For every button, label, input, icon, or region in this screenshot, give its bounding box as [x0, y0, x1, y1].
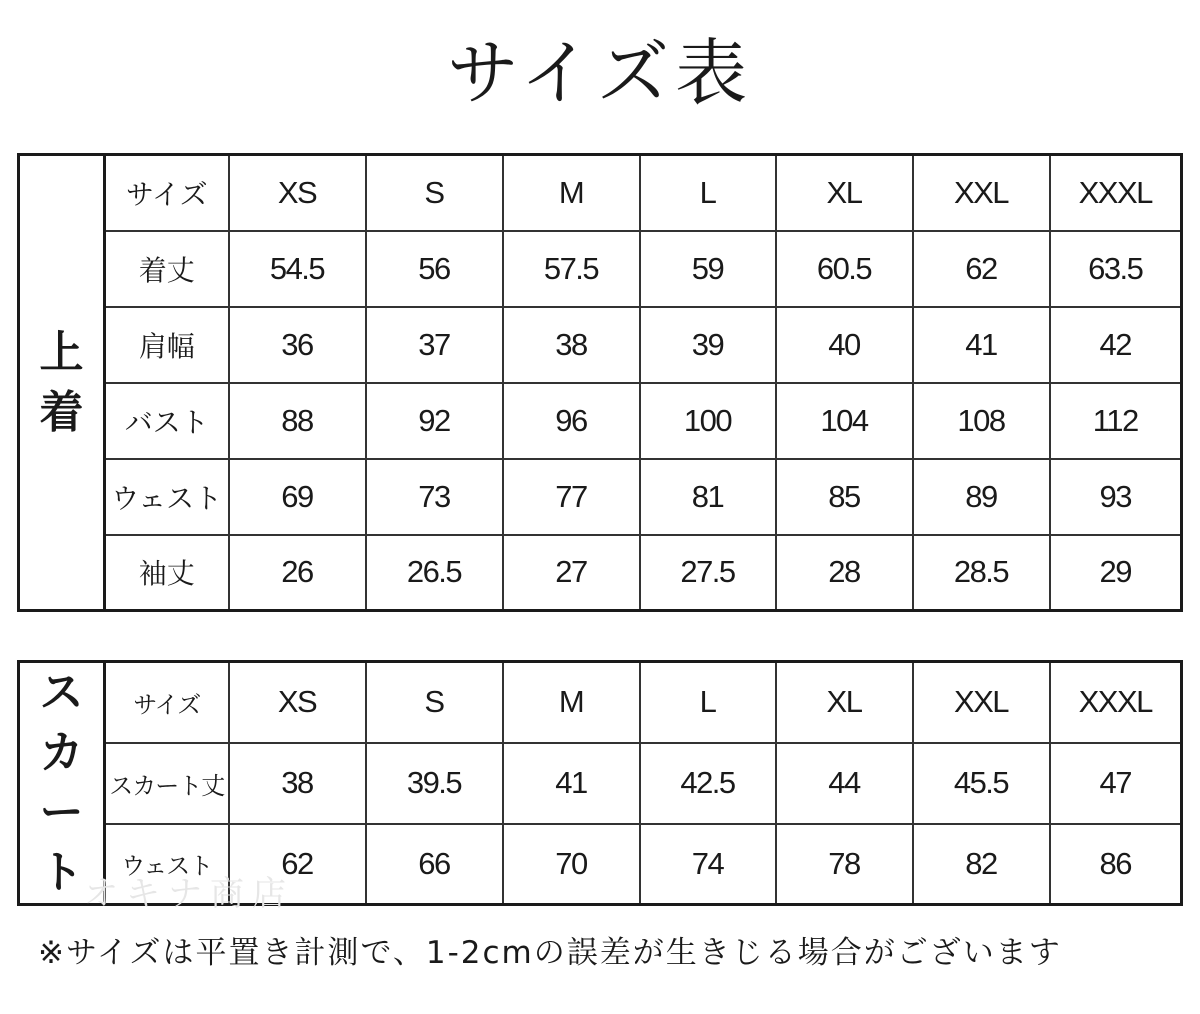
row-label: ウェスト [105, 459, 229, 535]
table-cell: 37 [366, 307, 503, 383]
shop-watermark: オキナ商店 [84, 874, 294, 914]
table-header-row [19, 662, 1182, 743]
table-cell: 93 [1050, 459, 1182, 535]
size-header: M [503, 662, 640, 743]
table-row [19, 459, 1182, 535]
row-label: スカート丈 [105, 743, 229, 824]
table-cell: 57.5 [503, 231, 640, 307]
table-cell: 54.5 [229, 231, 366, 307]
table-cell: 96 [503, 383, 640, 459]
size-header: XL [776, 662, 913, 743]
table-cell: 41 [503, 743, 640, 824]
size-header: L [640, 662, 776, 743]
size-header: S [366, 662, 503, 743]
size-header: XXL [913, 155, 1050, 231]
table-cell: 59 [640, 231, 776, 307]
size-header: XXXL [1050, 662, 1182, 743]
row-label: 肩幅 [105, 307, 229, 383]
table-cell: 69 [229, 459, 366, 535]
table-cell: 88 [229, 383, 366, 459]
table-cell: 86 [1050, 824, 1182, 905]
table-cell: 26 [229, 535, 366, 611]
table-cell: 81 [640, 459, 776, 535]
header-label: サイズ [105, 155, 229, 231]
table-cell: 78 [776, 824, 913, 905]
section-label-skirt: スカート [19, 662, 105, 905]
table-row [19, 535, 1182, 611]
table-cell: 26.5 [366, 535, 503, 611]
table-cell: 45.5 [913, 743, 1050, 824]
size-header: XL [776, 155, 913, 231]
table-cell: 112 [1050, 383, 1182, 459]
table-cell: 38 [229, 743, 366, 824]
section-label-tops: 上着 [19, 155, 105, 611]
table-cell: 29 [1050, 535, 1182, 611]
size-header: XXXL [1050, 155, 1182, 231]
table-cell: 60.5 [776, 231, 913, 307]
table-cell: 39 [640, 307, 776, 383]
table-cell: 66 [366, 824, 503, 905]
table-cell: 73 [366, 459, 503, 535]
header-label: サイズ [105, 662, 229, 743]
row-label: バスト [105, 383, 229, 459]
table-cell: 39.5 [366, 743, 503, 824]
row-label: ウェスト [105, 824, 229, 905]
size-header: S [366, 155, 503, 231]
page-title: サイズ表 [446, 31, 754, 115]
table-cell: 63.5 [1050, 231, 1182, 307]
table-row [19, 307, 1182, 383]
table-cell: 62 [913, 231, 1050, 307]
table-cell: 70 [503, 824, 640, 905]
measurement-note: ※サイズは平置き計測で、1-2cmの誤差が生きじる場合がございます [38, 935, 1062, 971]
table-cell: 41 [913, 307, 1050, 383]
table-cell: 82 [913, 824, 1050, 905]
tops-size-table [17, 153, 1183, 612]
table-cell: 108 [913, 383, 1050, 459]
table-row [19, 231, 1182, 307]
row-label: 袖丈 [105, 535, 229, 611]
table-cell: 56 [366, 231, 503, 307]
table-cell: 100 [640, 383, 776, 459]
table-cell: 28 [776, 535, 913, 611]
table-cell: 92 [366, 383, 503, 459]
size-header: XS [229, 155, 366, 231]
size-header: M [503, 155, 640, 231]
table-cell: 77 [503, 459, 640, 535]
size-header: L [640, 155, 776, 231]
row-label: 着丈 [105, 231, 229, 307]
table-cell: 85 [776, 459, 913, 535]
table-row [19, 383, 1182, 459]
table-cell: 27.5 [640, 535, 776, 611]
size-header: XS [229, 662, 366, 743]
table-cell: 89 [913, 459, 1050, 535]
table-cell: 44 [776, 743, 913, 824]
table-cell: 47 [1050, 743, 1182, 824]
table-row [19, 743, 1182, 824]
table-cell: 28.5 [913, 535, 1050, 611]
table-cell: 74 [640, 824, 776, 905]
table-cell: 62 [229, 824, 366, 905]
table-cell: 42 [1050, 307, 1182, 383]
table-cell: 38 [503, 307, 640, 383]
table-header-row [19, 155, 1182, 231]
table-cell: 36 [229, 307, 366, 383]
table-cell: 104 [776, 383, 913, 459]
table-cell: 40 [776, 307, 913, 383]
table-cell: 42.5 [640, 743, 776, 824]
table-cell: 27 [503, 535, 640, 611]
size-header: XXL [913, 662, 1050, 743]
